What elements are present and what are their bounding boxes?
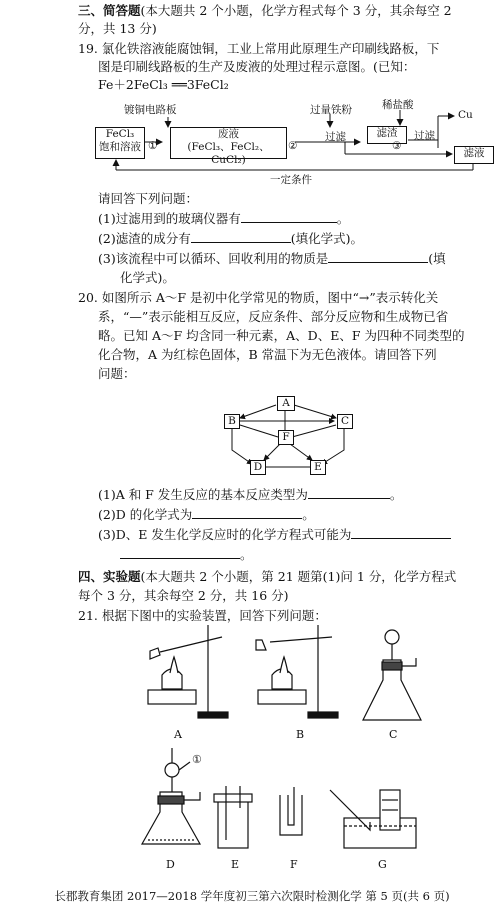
section4-title: 四、实验题: [78, 569, 141, 584]
box-residue-text: 滤渣: [376, 127, 398, 139]
apparatus-g: [330, 790, 416, 848]
q19-part3-end: (填: [428, 251, 446, 266]
label-f: F: [290, 858, 298, 871]
q19-part3-text: (3)该流程中可以循环、回收利用的物质是: [98, 251, 329, 266]
box-waste-l1: 废液: [218, 128, 239, 140]
label-cu: Cu: [458, 109, 473, 121]
label-filter2: 过滤: [414, 130, 435, 142]
apparatus-a: [148, 625, 228, 718]
label-hcl: 稀盐酸: [382, 99, 414, 111]
q20-part1-end: 。: [389, 487, 403, 502]
q19-part2-end: (填化学式)。: [290, 231, 363, 246]
box-waste-l2: (FeCl₃、FeCl₂、CuCl₂): [187, 141, 270, 166]
apparatus-f: [280, 787, 302, 835]
q21-stem: 21. 根据下图中的实验装置，回答下列问题：: [78, 608, 327, 623]
q20-stem-2: 系，“—”表示能相互反应，反应条件、部分反应物和生成物已省: [98, 309, 449, 324]
apparatus-e: [214, 786, 252, 848]
node-f: F: [278, 430, 294, 445]
q19-prompt: 请回答下列问题：: [98, 191, 199, 206]
page-footer: 长郡教育集团 2017—2018 学年度初三第六次限时检测化学 第 5 页(共 6 页): [54, 889, 450, 903]
q19-stem-1: 19. 氯化铁溶液能腐蚀铜，工业上常用此原理生产印刷线路板，下: [78, 41, 440, 56]
q20-stem-3: 略。已知 A～F 均含同一种元素，A、D、E、F 为四种不同类型的: [98, 328, 465, 343]
box-filtrate-text: 滤液: [463, 147, 485, 159]
q20-part3-end: 。: [240, 547, 253, 562]
node-c: C: [337, 414, 353, 429]
label-g: G: [378, 858, 387, 871]
node-e: E: [310, 460, 326, 475]
label-iron: 过量铁粉: [310, 104, 352, 116]
label-a: A: [174, 728, 182, 741]
q20-stem-5: 问题：: [98, 366, 136, 381]
node-b: B: [224, 414, 240, 429]
apparatus-b: [256, 625, 338, 718]
label-filter1: 过滤: [325, 131, 346, 143]
q20-stem-1: 20. 如图所示 A～F 是初中化学常见的物质，图中“→”表示转化关: [78, 290, 439, 305]
q19-part3-2: 化学式)。: [120, 270, 175, 285]
label-plated-board: 镀铜电路板: [124, 104, 177, 116]
q19-stem-3: Fe＋2FeCl₃ ══3FeCl₂: [98, 77, 229, 92]
box-fecl3-l1: FeCl₃: [105, 128, 135, 140]
label-d: D: [166, 858, 175, 871]
label-c: C: [389, 728, 398, 741]
q19-part1-text: (1)过滤用到的玻璃仪器有: [98, 211, 241, 226]
node-a: A: [277, 396, 295, 411]
q20-part2-end: 。: [302, 507, 315, 522]
apparatus-c: [363, 630, 421, 720]
q20-stem-4: 化合物，A 为红棕色固体，B 常温下为无色液体。请回答下列: [98, 347, 437, 362]
section3-title: 三、简答题: [78, 3, 141, 18]
box2-num: ②: [288, 140, 298, 152]
label-e: E: [231, 858, 240, 871]
box3-num: ③: [392, 140, 402, 152]
section3-note: (本大题共 2 个小题，化学方程式每个 3 分，其余每空 2: [140, 3, 452, 18]
section4-note: (本大题共 2 个小题，第 21 题第(1)问 1 分，化学方程式: [140, 569, 457, 584]
section3-note-2: 分，共 13 分): [78, 21, 157, 36]
box1-num: ①: [148, 140, 158, 152]
circle-label-1: ①: [192, 753, 202, 766]
section4-note-2: 每个 3 分，其余每空 2 分，共 16 分): [78, 588, 289, 603]
label-condition: 一定条件: [270, 174, 312, 186]
q19-stem-2: 图是印刷线路板的生产及废液的处理过程示意图。(已知：: [98, 59, 416, 74]
label-b: B: [296, 728, 305, 741]
q20-part3-text: (3)D、E 发生化学反应时的化学方程式可能为: [98, 527, 352, 542]
q20-part2-text: (2)D 的化学式为: [98, 507, 193, 522]
q19-part1-end: 。: [336, 211, 350, 226]
q20-part1-text: (1)A 和 F 发生反应的基本反应类型为: [98, 487, 308, 502]
q19-part2-text: (2)滤渣的成分有: [98, 231, 191, 246]
node-d: D: [250, 460, 266, 475]
box-fecl3-l2: 饱和溶液: [99, 141, 141, 153]
